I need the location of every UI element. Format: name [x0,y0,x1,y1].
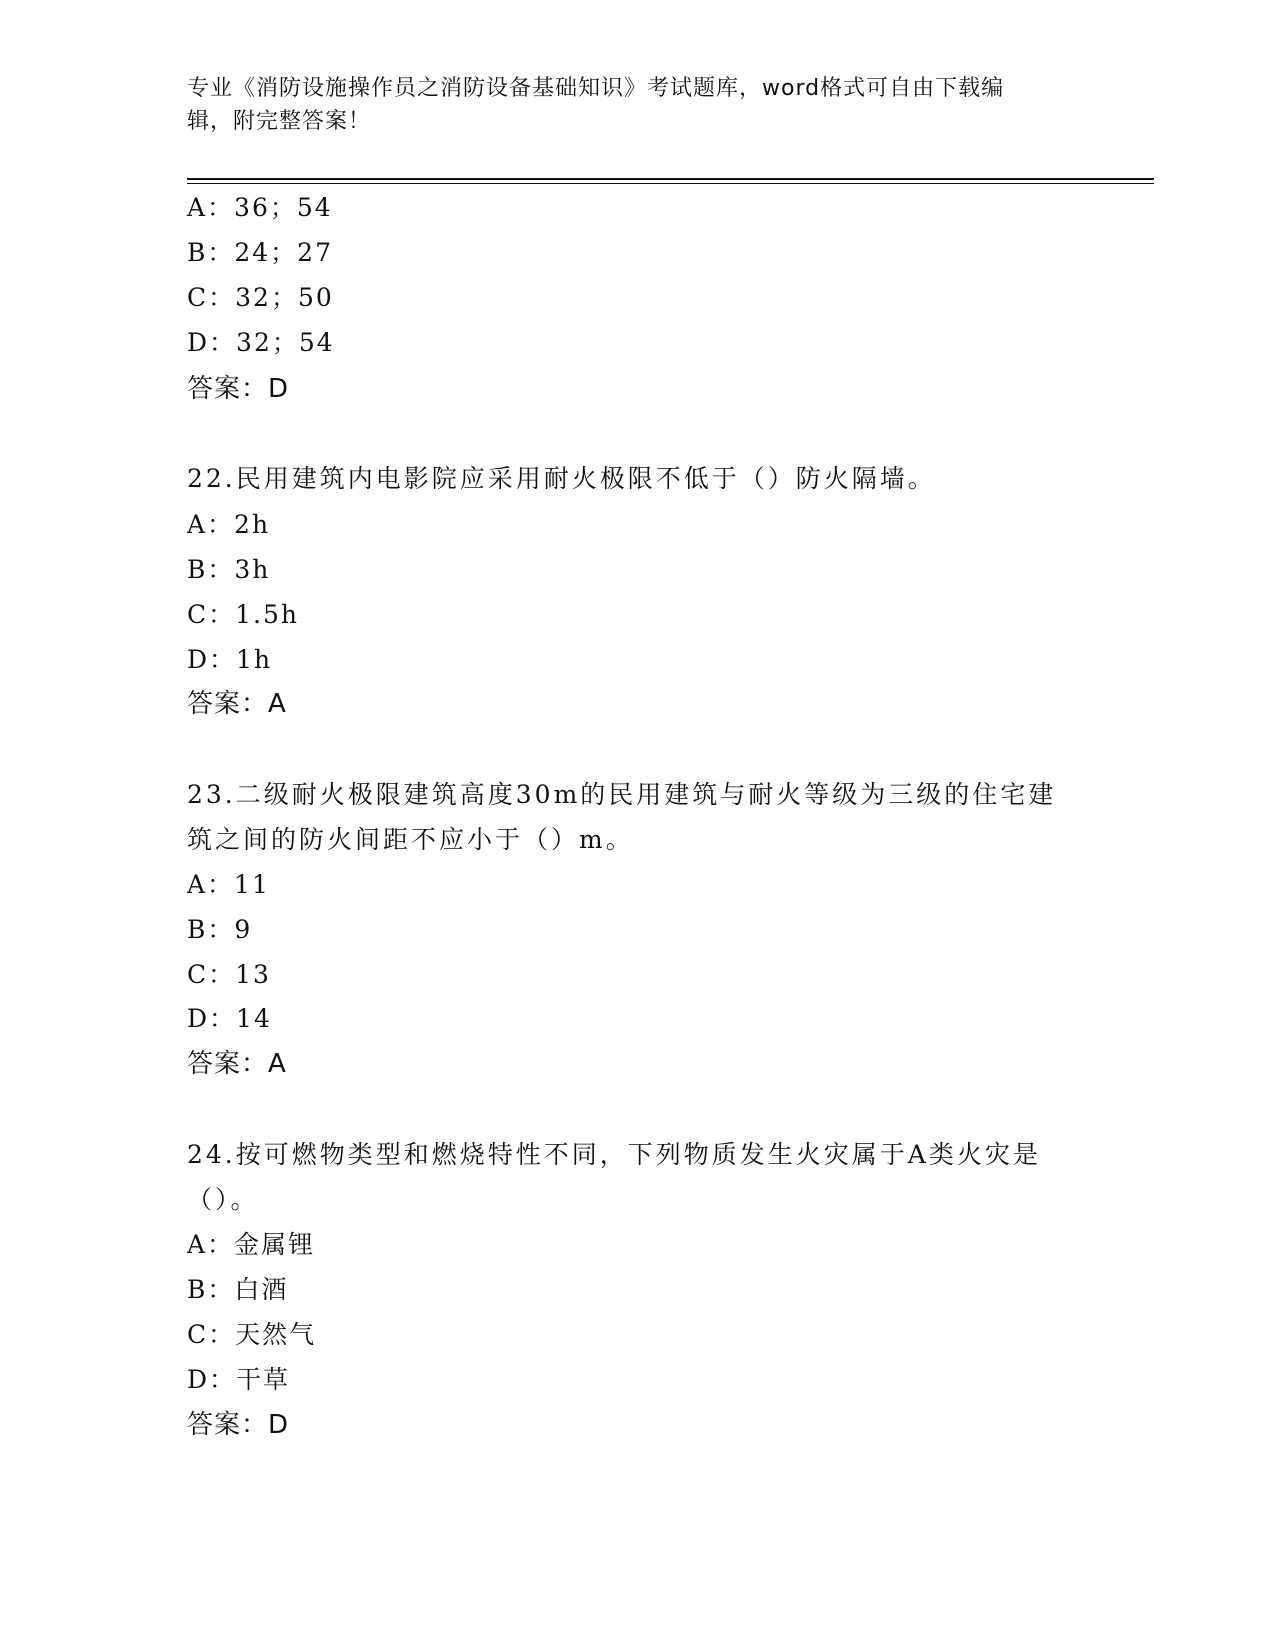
answer: 答案：A [187,1049,287,1079]
answer: 答案：A [187,689,287,719]
option-d: D：1h [187,645,273,674]
answer: 答案：D [187,374,290,404]
answer: 答案：D [187,1410,290,1440]
header-line-1: 专业《消防设施操作员之消防设备基础知识》考试题库，word格式可自由下载编 [187,76,1005,101]
option-c: C：32；50 [187,283,334,312]
option-b: B：24；27 [187,238,333,267]
option-d: D：干草 [187,1365,291,1394]
option-a: A：11 [187,870,270,899]
option-c: C：天然气 [187,1320,317,1349]
option-a: A：2h [187,510,271,539]
option-c: C：1.5h [187,600,299,629]
option-a: A：金属锂 [187,1230,316,1259]
question-24-line-2: （）。 [187,1185,259,1214]
option-a: A：36；54 [187,193,333,222]
header-divider-thick [187,178,1154,180]
question-24-line-1: 24.按可燃物类型和燃烧特性不同，下列物质发生火灾属于A类火灾是 [187,1140,1041,1169]
option-b: B：9 [187,915,253,944]
question-23-line-2: 筑之间的防火间距不应小于（）m。 [187,825,634,854]
option-b: B：3h [187,555,271,584]
option-b: B：白酒 [187,1275,289,1304]
option-d: D：14 [187,1004,272,1033]
document-header [187,72,1067,138]
header-line-2: 辑，附完整答案！ [187,109,372,134]
option-d: D：32；54 [187,328,335,357]
question-22: 22.民用建筑内电影院应采用耐火极限不低于（）防火隔墙。 [187,464,936,493]
header-divider-thin [187,183,1154,184]
option-c: C：13 [187,960,271,989]
question-23-line-1: 23.二级耐火极限建筑高度30m的民用建筑与耐火等级为三级的住宅建 [187,780,1057,809]
